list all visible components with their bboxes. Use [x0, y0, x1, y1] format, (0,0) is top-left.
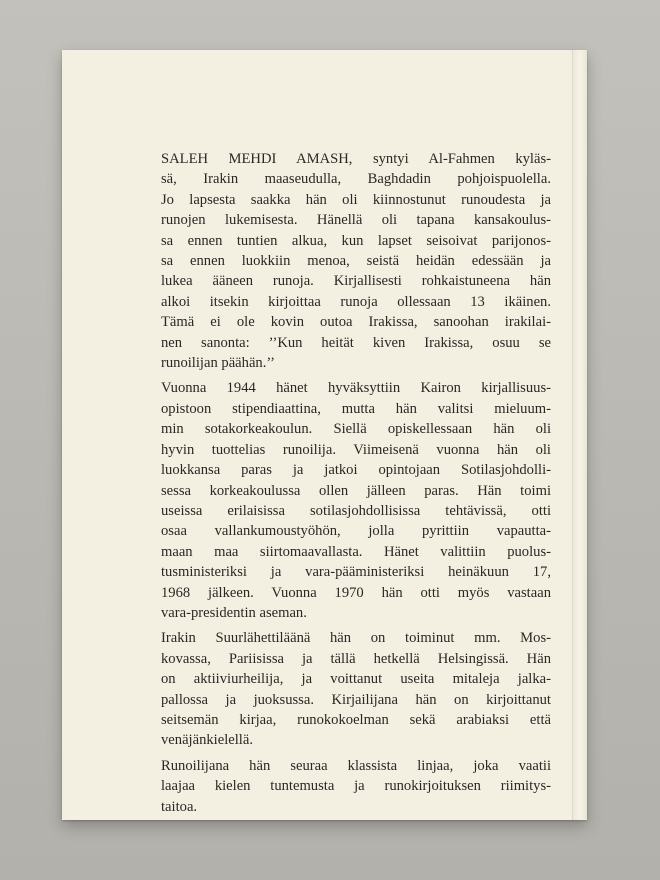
- text-line: SALEH MEHDI AMASH, syntyi Al-Fahmen kyläs-: [161, 151, 551, 167]
- text-line: lukea ääneen runoja. Kirjallisesti rohkaistuneena hän: [161, 273, 551, 290]
- text-line: Vuonna 1944 hänet hyväksyttiin Kairon kirjallisuus-: [161, 380, 551, 397]
- biography-paragraph: [161, 378, 551, 623]
- text-line: sä, Irakin maaseudulla, Baghdadin pohjoispuolella.: [161, 171, 551, 188]
- text-line: luokkansa paras ja jatkoi opintojaan Sotilasjohdolli-: [161, 462, 551, 479]
- text-line: seitsemän kirjaa, runokokoelman sekä arabiaksi että: [161, 711, 551, 728]
- text-line: opistoon stipendiaattina, mutta hän valitsi mieluum-: [161, 400, 551, 417]
- text-line: runoilijan päähän.’’: [161, 355, 275, 372]
- text-line: taitoa.: [161, 798, 198, 815]
- text-line: tusministeriksi ja vara-pääministeriksi heinäkuun 17,: [161, 564, 551, 581]
- author-biography: [161, 149, 551, 817]
- text-line: vara-presidentin aseman.: [161, 604, 307, 621]
- book-spine: [572, 50, 587, 820]
- text-line: osaa vallankumoustyöhön, jolla pyrittiin vapautta-: [161, 523, 551, 540]
- text-line: useissa erilaisissa sotilasjohdollisissa tehtävissä, otti: [161, 502, 551, 519]
- text-line: kovassa, Pariisissa ja tällä hetkellä Helsingissä. Hän: [161, 650, 551, 667]
- biography-paragraph: [161, 628, 551, 750]
- text-line: sa ennen tuntien alkua, kun lapset seisoivat parijonos-: [161, 232, 551, 249]
- biography-paragraph: [161, 149, 551, 373]
- text-line: alkoi itsekin kirjoittaa runoja ollessaan 13 ikäinen.: [161, 293, 551, 310]
- text-line: min sotakorkeakoulun. Siellä opiskellessaan hän oli: [161, 421, 551, 438]
- text-line: hyvin tuottelias runoilija. Viimeisenä vuonna hän oli: [161, 441, 551, 458]
- text-line: Jo lapsesta saakka hän oli kiinnostunut runoudesta ja: [161, 191, 551, 208]
- text-line: laajaa kielen tuntemusta ja runokirjoituksen riimitys-: [161, 778, 551, 795]
- book-back-cover: [62, 50, 587, 820]
- text-line: venäjänkielellä.: [161, 732, 253, 749]
- text-line: Irakin Suurlähettiläänä hän on toiminut mm. Mos-: [161, 630, 551, 647]
- text-line: runojen lukemisesta. Hänellä oli tapana kansakoulus-: [161, 212, 551, 229]
- text-line: Runoilijana hän seuraa klassista linjaa, joka vaatii: [161, 757, 551, 774]
- biography-paragraph: [161, 756, 551, 817]
- text-line: sessa korkeakoulussa ollen jälleen paras. Hän toimi: [161, 482, 551, 499]
- text-line: on aktiiviurheilija, ja voittanut useita mitaleja jalka-: [161, 671, 551, 688]
- text-line: maan maa siirtomaavallasta. Hänet valittiin puolus-: [161, 543, 551, 560]
- text-line: 1968 jälkeen. Vuonna 1970 hän otti myös vastaan: [161, 584, 551, 601]
- text-line: nen sanonta: ’’Kun heität kiven Irakissa, osuu se: [161, 334, 551, 351]
- text-line: sa ennen luokkiin menoa, seistä heidän edessään ja: [161, 253, 551, 270]
- text-line: pallossa ja juoksussa. Kirjailijana hän on kirjoittanut: [161, 691, 551, 708]
- text-line: Tämä ei ole kovin outoa Irakissa, sanoohan irakilai-: [161, 314, 551, 331]
